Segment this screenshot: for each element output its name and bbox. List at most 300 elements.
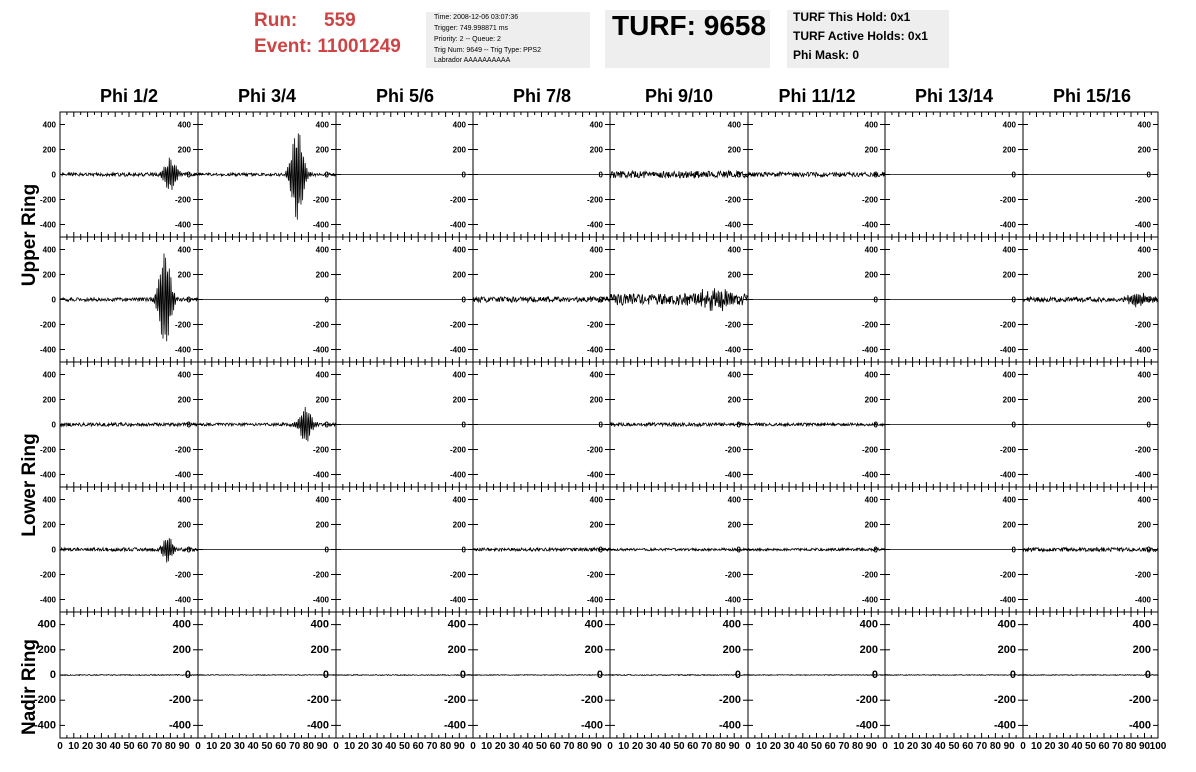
x-tick-label: 50	[123, 741, 135, 752]
y-tick-label: -400	[443, 719, 466, 732]
y-tick-label: 200	[315, 395, 329, 405]
y-tick-label: 0	[1011, 170, 1016, 180]
x-tick-label: 50	[398, 741, 411, 752]
x-tick-label: 70	[701, 741, 713, 752]
y-tick-label: 200	[177, 520, 191, 530]
y-tick-label: 200	[1002, 395, 1016, 405]
x-tick-label: 30	[508, 741, 520, 752]
y-tick-label: -200	[39, 445, 56, 455]
waveform-r0-c5	[748, 172, 885, 176]
x-tick-label: 60	[1098, 741, 1110, 752]
y-tick-label: 0	[1146, 295, 1151, 305]
x-tick-label: 20	[1044, 741, 1056, 752]
y-tick-label: -400	[993, 719, 1016, 732]
y-tick-label: 200	[722, 643, 741, 656]
y-tick-label: -400	[312, 220, 329, 230]
y-tick-label: 200	[177, 395, 191, 405]
y-tick-label: 0	[461, 420, 466, 430]
info-time: Time: 2008-12-06 03:07:36	[434, 14, 519, 21]
x-tick-label: 20	[632, 741, 644, 752]
y-tick-label: 200	[310, 643, 329, 656]
y-tick-label: -400	[586, 470, 603, 480]
y-tick-label: -200	[999, 195, 1016, 205]
y-tick-label: 400	[310, 618, 329, 631]
turf-active-holds: TURF Active Holds: 0x1	[793, 29, 928, 43]
column-header-phi-1-2: Phi 1/2	[99, 86, 159, 106]
x-tick-label: 20	[769, 741, 781, 752]
y-tick-label: -200	[312, 570, 329, 580]
x-tick-label: 60	[137, 741, 149, 752]
y-tick-label: 200	[727, 270, 741, 280]
y-tick-label: -200	[449, 195, 466, 205]
y-tick-label: 200	[727, 395, 741, 405]
y-tick-label: 200	[1002, 520, 1016, 530]
y-tick-label: 400	[1137, 120, 1151, 130]
y-tick-label: 400	[177, 370, 191, 380]
x-tick-label: 50	[673, 741, 685, 752]
y-tick-label: -200	[306, 694, 329, 707]
x-tick-label: 70	[426, 741, 438, 752]
x-tick-label: 90	[728, 741, 740, 752]
x-tick-label: 50	[948, 741, 960, 752]
x-tick-label: 30	[233, 741, 245, 752]
y-tick-label: -200	[174, 570, 191, 580]
y-tick-label: 0	[736, 295, 741, 305]
ring-label-lower: Lower Ring	[19, 433, 40, 537]
waveform-r2-c4	[610, 423, 748, 426]
y-tick-label: 0	[459, 669, 466, 681]
y-tick-label: 400	[452, 495, 466, 505]
waveform-r1-c3	[473, 297, 610, 302]
waveform-r4-c2	[336, 675, 473, 676]
y-tick-label: 200	[1137, 145, 1151, 155]
y-tick-label: -400	[999, 595, 1016, 605]
x-tick-label: 50	[810, 741, 823, 752]
ring-label-upper: Upper Ring	[19, 183, 40, 287]
y-tick-label: 200	[1132, 643, 1151, 656]
x-tick-label: 50	[535, 741, 548, 752]
run-label: Run:	[254, 10, 298, 31]
y-tick-label: 0	[324, 420, 329, 430]
y-tick-label: -400	[999, 345, 1016, 355]
y-tick-label: -400	[312, 470, 329, 480]
y-tick-label: -200	[580, 694, 603, 707]
y-tick-label: -400	[39, 345, 56, 355]
x-tick-label: 70	[976, 741, 988, 752]
y-tick-label: 0	[461, 170, 466, 180]
y-tick-label: -200	[861, 195, 878, 205]
y-tick-label: 400	[452, 370, 466, 380]
y-tick-label: 200	[1137, 520, 1151, 530]
y-tick-label: 200	[37, 643, 56, 656]
y-tick-label: 200	[42, 395, 56, 405]
y-tick-label: 200	[997, 643, 1016, 656]
y-tick-label: 0	[324, 295, 329, 305]
y-tick-label: 200	[727, 145, 741, 155]
y-tick-label: -400	[1134, 470, 1151, 480]
turf-title: TURF: 9658	[612, 10, 767, 41]
x-tick-label: 20	[357, 741, 369, 752]
y-tick-label: 200	[172, 643, 191, 656]
y-tick-label: 0	[461, 295, 466, 305]
waveform-r4-c5	[748, 675, 885, 676]
waveform-r1-c7	[1023, 293, 1158, 307]
x-tick-label: 90	[590, 741, 602, 752]
y-tick-label: 400	[172, 618, 191, 631]
y-tick-label: 0	[873, 420, 878, 430]
y-tick-label: 200	[864, 395, 878, 405]
y-tick-label: -400	[861, 595, 878, 605]
y-tick-label: 400	[452, 120, 466, 130]
y-tick-label: 400	[42, 495, 56, 505]
y-tick-label: 200	[452, 270, 466, 280]
waveform-r4-c1	[198, 675, 336, 676]
y-tick-label: 0	[598, 170, 603, 180]
x-tick-label: 80	[440, 741, 452, 752]
y-tick-label: 200	[452, 145, 466, 155]
x-tick-label: 70	[838, 741, 850, 752]
y-tick-label: 0	[1009, 669, 1016, 681]
y-tick-label: 400	[589, 120, 603, 130]
y-tick-label: -400	[168, 719, 191, 732]
y-tick-label: 200	[1137, 270, 1151, 280]
y-tick-label: 0	[1011, 295, 1016, 305]
waveform-r1-c4	[610, 288, 748, 311]
y-tick-label: -400	[586, 345, 603, 355]
x-tick-label: 20	[907, 741, 919, 752]
x-tick-label: 80	[302, 741, 314, 752]
y-tick-label: 200	[177, 145, 191, 155]
y-tick-label: 0	[1146, 545, 1151, 555]
waveform-r4-c3	[473, 675, 610, 676]
y-tick-label: 0	[1146, 170, 1151, 180]
y-tick-label: 400	[1002, 120, 1016, 130]
x-tick-label: 40	[522, 741, 534, 752]
y-tick-label: 0	[1146, 420, 1151, 430]
y-tick-label: 200	[864, 145, 878, 155]
run-value: 559	[324, 10, 356, 31]
x-tick-label: 0	[333, 741, 339, 752]
y-tick-label: 400	[589, 245, 603, 255]
y-tick-label: 0	[1144, 669, 1151, 681]
x-tick-label: 40	[109, 741, 121, 752]
y-tick-label: -400	[999, 470, 1016, 480]
y-tick-label: 0	[461, 545, 466, 555]
y-tick-label: -200	[39, 320, 56, 330]
y-tick-label: -200	[312, 445, 329, 455]
event-value: 11001249	[317, 36, 401, 57]
y-tick-label: -200	[449, 445, 466, 455]
waveform-r0-c0	[60, 158, 198, 190]
ring-label-nadir: Nadir Ring	[19, 638, 40, 736]
y-tick-label: -200	[39, 195, 56, 205]
y-tick-label: 400	[315, 495, 329, 505]
y-tick-label: 400	[42, 120, 56, 130]
column-header-phi-11-12: Phi 11/12	[778, 86, 856, 106]
y-tick-label: 400	[177, 495, 191, 505]
y-tick-label: -200	[586, 320, 603, 330]
y-tick-label: 0	[51, 170, 56, 180]
y-tick-label: 200	[447, 643, 466, 656]
x-tick-label: 40	[1071, 741, 1083, 752]
y-tick-label: 0	[186, 420, 191, 430]
y-tick-label: -400	[39, 595, 56, 605]
y-tick-label: 400	[997, 618, 1016, 631]
waveform-r2-c0	[60, 423, 198, 426]
y-tick-label: 0	[1011, 420, 1016, 430]
y-tick-label: 0	[51, 295, 56, 305]
info-labrador: Labrador AAAAAAAAAA	[434, 57, 511, 64]
y-tick-label: -200	[724, 570, 741, 580]
x-tick-label: 20	[220, 741, 232, 752]
x-tick-label: 70	[1111, 741, 1124, 752]
info-trig-num: Trig Num: 9649 -- Trig Type: PPS2	[434, 47, 541, 54]
y-tick-label: -400	[1134, 220, 1151, 230]
x-tick-label: 80	[164, 741, 176, 752]
y-tick-label: 400	[589, 495, 603, 505]
y-tick-label: 0	[596, 669, 603, 681]
x-tick-label: 70	[563, 741, 575, 752]
y-tick-label: 200	[859, 643, 878, 656]
waveform-r3-c4	[610, 548, 748, 550]
x-tick-label: 80	[989, 741, 1001, 752]
turf-this-hold: TURF This Hold: 0x1	[793, 10, 911, 24]
x-tick-label: 30	[645, 741, 657, 752]
y-tick-label: -200	[33, 694, 56, 707]
x-tick-label: 10	[206, 741, 218, 752]
x-tick-label: 10	[756, 741, 768, 752]
y-tick-label: 0	[186, 170, 191, 180]
y-tick-label: -400	[1134, 595, 1151, 605]
x-tick-label: 50	[261, 741, 273, 752]
y-tick-label: -200	[724, 320, 741, 330]
x-tick-label: 0	[745, 741, 751, 752]
y-tick-label: -200	[999, 570, 1016, 580]
y-tick-label: 400	[315, 370, 329, 380]
phi-mask: Phi Mask: 0	[793, 48, 860, 62]
column-header-phi-3-4: Phi 3/4	[237, 86, 297, 106]
y-tick-label: -200	[861, 570, 878, 580]
y-tick-label: 400	[452, 245, 466, 255]
y-tick-label: 0	[736, 420, 741, 430]
y-tick-label: 0	[736, 545, 741, 555]
y-tick-label: 0	[49, 669, 56, 681]
y-tick-label: 400	[1002, 245, 1016, 255]
y-tick-label: -400	[449, 470, 466, 480]
y-tick-label: -200	[174, 195, 191, 205]
waveform-r2-c1	[198, 407, 336, 441]
y-tick-label: -400	[39, 220, 56, 230]
y-tick-label: 0	[184, 669, 191, 681]
x-tick-label: 90	[1138, 741, 1151, 752]
y-tick-label: 200	[1002, 145, 1016, 155]
x-tick-label: 20	[494, 741, 506, 752]
y-tick-label: -400	[312, 345, 329, 355]
waveform-r4-c6	[885, 675, 1023, 676]
y-tick-label: 400	[589, 370, 603, 380]
y-tick-label: 0	[598, 545, 603, 555]
waveform-r3-c5	[748, 548, 885, 550]
y-tick-label: 400	[859, 618, 878, 631]
y-tick-label: 400	[315, 120, 329, 130]
x-tick-label: 50	[1084, 741, 1097, 752]
y-tick-label: 200	[864, 270, 878, 280]
x-tick-label: 80	[577, 741, 589, 752]
x-tick-label: 0	[882, 741, 888, 752]
y-tick-label: -400	[312, 595, 329, 605]
y-tick-label: 400	[447, 618, 466, 631]
x-tick-label: 40	[934, 741, 946, 752]
y-tick-label: -200	[1134, 320, 1151, 330]
column-header-phi-13-14: Phi 13/14	[914, 86, 994, 106]
x-tick-label: 0	[607, 741, 613, 752]
y-tick-label: -400	[580, 719, 603, 732]
waveform-r4-c7	[1023, 675, 1158, 676]
y-tick-label: -200	[443, 694, 466, 707]
x-tick-label: 60	[687, 741, 699, 752]
x-tick-label: 0	[470, 741, 476, 752]
waveform-r4-c4	[610, 675, 748, 676]
x-tick-label: 30	[1057, 741, 1070, 752]
y-tick-label: -400	[724, 470, 741, 480]
y-tick-label: 200	[589, 520, 603, 530]
x-tick-label: 90	[453, 741, 465, 752]
y-tick-label: -200	[861, 320, 878, 330]
y-tick-label: -200	[174, 445, 191, 455]
y-tick-label: -200	[855, 694, 878, 707]
column-header-phi-7-8: Phi 7/8	[512, 86, 572, 106]
y-tick-label: -200	[586, 570, 603, 580]
y-tick-label: -200	[999, 320, 1016, 330]
waveform-r3-c3	[473, 548, 610, 551]
y-tick-label: 200	[589, 395, 603, 405]
x-tick-label: 30	[371, 741, 383, 752]
y-tick-label: 400	[864, 370, 878, 380]
y-tick-label: 0	[186, 545, 191, 555]
x-tick-label: 90	[1003, 741, 1015, 752]
y-tick-label: 400	[177, 120, 191, 130]
y-tick-label: 200	[177, 270, 191, 280]
y-tick-label: -200	[312, 195, 329, 205]
y-tick-label: 0	[1011, 545, 1016, 555]
y-tick-label: -400	[861, 345, 878, 355]
info-trigger: Trigger: 749.998871 ms	[434, 25, 509, 32]
x-tick-label: 60	[824, 741, 836, 752]
y-tick-label: 400	[722, 618, 741, 631]
y-tick-label: 200	[452, 520, 466, 530]
y-tick-label: 400	[42, 245, 56, 255]
x-tick-label: 40	[659, 741, 671, 752]
y-tick-label: 200	[727, 520, 741, 530]
x-tick-label: 90	[178, 741, 190, 752]
y-tick-label: -200	[174, 320, 191, 330]
x-tick-label: 70	[151, 741, 163, 752]
y-tick-label: -400	[174, 470, 191, 480]
y-tick-label: 400	[37, 618, 56, 631]
y-tick-label: 0	[871, 669, 878, 681]
y-tick-label: -200	[999, 445, 1016, 455]
x-tick-label: 60	[962, 741, 974, 752]
y-tick-label: 200	[584, 643, 603, 656]
x-tick-label: 30	[783, 741, 795, 752]
x-tick-label: 40	[797, 741, 809, 752]
y-tick-label: -200	[718, 694, 741, 707]
y-tick-label: -400	[1134, 345, 1151, 355]
y-tick-label: -200	[861, 445, 878, 455]
x-tick-label: 20	[82, 741, 94, 752]
x-tick-label: 100	[1149, 741, 1167, 752]
x-tick-label: 0	[57, 741, 63, 752]
x-tick-label: 80	[852, 741, 864, 752]
y-tick-label: -200	[586, 445, 603, 455]
column-header-phi-5-6: Phi 5/6	[375, 86, 435, 106]
y-tick-label: 0	[598, 295, 603, 305]
info-priority: Priority: 2 -- Queue: 2	[434, 36, 501, 43]
y-tick-label: 0	[51, 545, 56, 555]
y-tick-label: 0	[186, 295, 191, 305]
x-tick-label: 40	[385, 741, 397, 752]
y-tick-label: 400	[177, 245, 191, 255]
y-tick-label: 200	[1137, 395, 1151, 405]
y-tick-label: -200	[1134, 195, 1151, 205]
y-tick-label: -400	[855, 719, 878, 732]
waveform-r0-c4	[610, 171, 748, 178]
y-tick-label: -400	[306, 719, 329, 732]
x-tick-label: 10	[1030, 741, 1043, 752]
y-tick-label: 200	[315, 520, 329, 530]
y-tick-label: 200	[42, 520, 56, 530]
y-tick-label: -200	[449, 570, 466, 580]
y-tick-label: -200	[993, 694, 1016, 707]
x-tick-label: 80	[1125, 741, 1137, 752]
y-tick-label: -200	[168, 694, 191, 707]
y-tick-label: 400	[727, 495, 741, 505]
y-tick-label: -200	[1128, 694, 1151, 707]
y-tick-label: 0	[324, 170, 329, 180]
y-tick-label: 400	[1002, 370, 1016, 380]
y-tick-label: -400	[174, 595, 191, 605]
y-tick-label: 200	[42, 270, 56, 280]
y-tick-label: 400	[864, 495, 878, 505]
x-tick-label: 10	[618, 741, 630, 752]
waveform-r3-c0	[60, 538, 198, 562]
y-tick-label: -400	[449, 220, 466, 230]
x-tick-label: 10	[893, 741, 905, 752]
y-tick-label: -400	[586, 220, 603, 230]
y-tick-label: -400	[724, 595, 741, 605]
x-tick-label: 0	[1020, 741, 1026, 752]
y-tick-label: 200	[589, 145, 603, 155]
y-tick-label: 200	[1002, 270, 1016, 280]
y-tick-label: 0	[322, 669, 329, 681]
waveform-r3-c7	[1023, 548, 1158, 552]
x-tick-label: 30	[920, 741, 932, 752]
y-tick-label: 200	[42, 145, 56, 155]
y-tick-label: -200	[1134, 570, 1151, 580]
waveform-r4-c0	[60, 675, 198, 676]
x-tick-label: 70	[289, 741, 301, 752]
column-header-phi-15-16: Phi 15/16	[1052, 86, 1132, 106]
y-tick-label: -400	[718, 719, 741, 732]
y-tick-label: -200	[724, 445, 741, 455]
y-tick-label: -400	[724, 345, 741, 355]
y-tick-label: 400	[864, 245, 878, 255]
y-tick-label: 0	[736, 170, 741, 180]
x-tick-label: 10	[68, 741, 80, 752]
y-tick-label: 200	[589, 270, 603, 280]
x-tick-label: 80	[714, 741, 726, 752]
y-tick-label: -400	[861, 470, 878, 480]
